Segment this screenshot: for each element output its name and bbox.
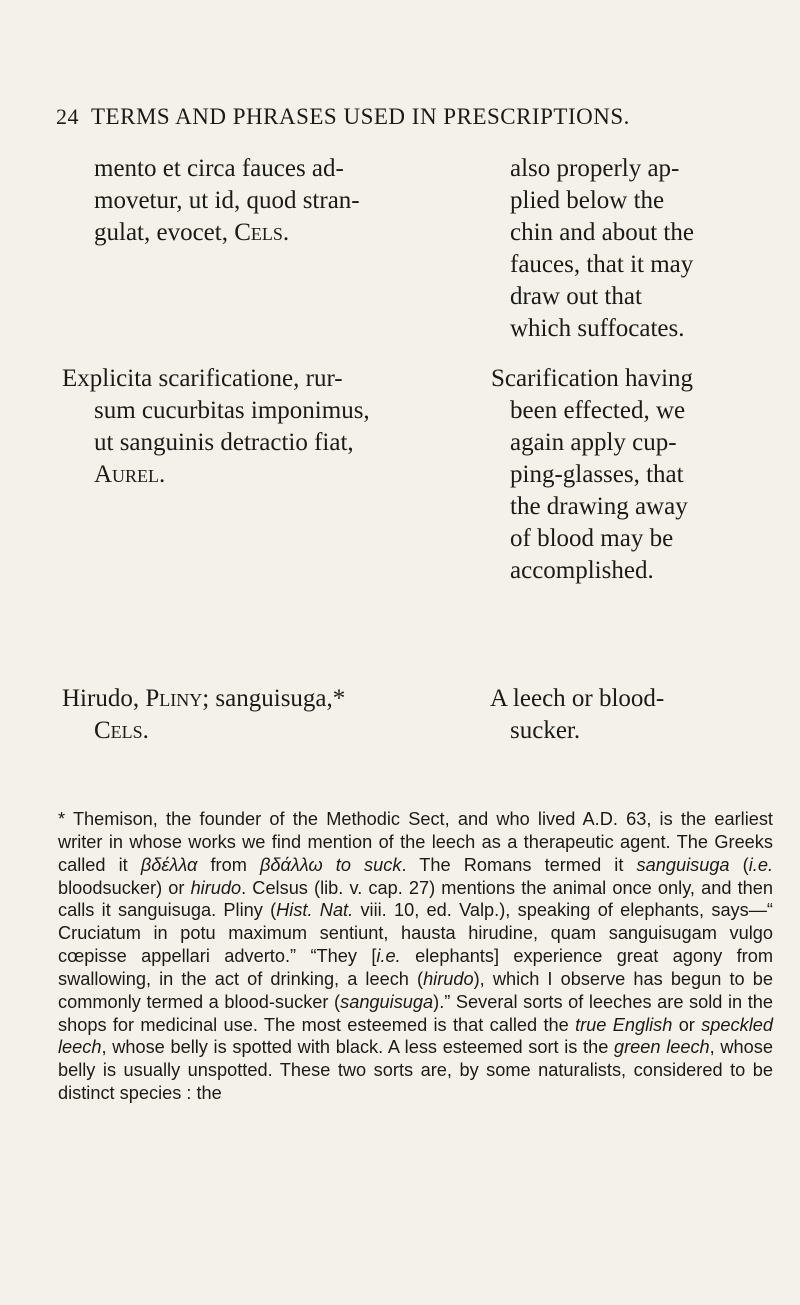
footnote-emphasis: sanguisuga xyxy=(340,991,434,1012)
footnote-text: ).” Several sorts of leeches are sold in the shops for medicinal use. The most esteemed is that called the xyxy=(58,991,773,1035)
footnote xyxy=(58,808,773,1105)
latin-headword: Hirudo, xyxy=(62,685,140,712)
latin-author: Aurel. xyxy=(94,461,166,488)
english-line: the drawing away xyxy=(510,493,688,520)
footnote-text: * Themison, the founder of the Methodic Sect, and who lived A.D. 63, is the earliest writer in whose works we find mention of the leech as a therapeutic agent. The Greeks called it xyxy=(58,809,773,875)
english-line: sucker. xyxy=(510,717,581,744)
entry-english-text xyxy=(491,363,768,587)
footnote-text: ( xyxy=(729,854,749,875)
footnote-emphasis: speckled leech xyxy=(58,1014,773,1058)
footnote-emphasis: i.e. xyxy=(748,854,773,875)
entry-latin-text xyxy=(94,153,472,249)
entry-english-text xyxy=(490,683,768,747)
english-line: Scarification having xyxy=(491,365,694,392)
footnote-emphasis: green leech xyxy=(614,1037,710,1058)
footnote-emphasis: true English xyxy=(575,1014,673,1035)
footnote-emphasis: i.e. xyxy=(376,946,401,967)
english-line: draw out that xyxy=(510,283,642,310)
footnote-text: . The Romans termed it xyxy=(401,854,637,875)
footnote-text: ), which I observe has begun to be commonly termed a blood-sucker ( xyxy=(58,968,773,1012)
footnote-text: viii. 10, ed. Valp.), speaking of elephants, says—“ Cruciatum in potu maximum sentiunt, hausta hirudine, quam sanguisugam vulgo cœpisse appellari adverto.” “They [ xyxy=(58,900,773,967)
latin-line: mento et circa fauces ad- xyxy=(94,155,344,182)
latin-text: ; sanguisuga,* xyxy=(202,685,346,712)
english-line: again apply cup- xyxy=(510,429,677,456)
entry-latin-text xyxy=(62,363,458,491)
footnote-greek: βδάλλω xyxy=(259,854,323,875)
latin-line: sum cucurbitas imponimus, xyxy=(94,397,370,424)
footnote-text: , whose belly is spotted with black. A less esteemed sort is the xyxy=(101,1037,614,1058)
footnote-emphasis: sanguisuga xyxy=(636,854,730,875)
footnote-emphasis: hirudo xyxy=(423,968,474,989)
page-header xyxy=(56,104,756,130)
entry-latin-text xyxy=(62,683,482,747)
page-number: 24 xyxy=(56,104,79,129)
english-line: chin and about the xyxy=(510,219,694,246)
latin-author: Pliny xyxy=(145,685,203,712)
latin-line: gulat, evocet, xyxy=(94,219,228,246)
english-line: of blood may be xyxy=(510,525,674,552)
footnote-greek: βδέλλα xyxy=(140,854,198,875)
latin-author: Cels. xyxy=(234,219,290,246)
english-line: A leech or blood- xyxy=(490,685,665,712)
english-line: which suffocates. xyxy=(510,315,685,342)
latin-line: movetur, ut id, quod stran- xyxy=(94,187,360,214)
english-line: ping-glasses, that xyxy=(510,461,684,488)
latin-author: Cels. xyxy=(94,717,149,744)
english-line: also properly ap- xyxy=(510,155,680,182)
entry-english-text xyxy=(510,153,768,345)
latin-line: Explicita scarificatione, rur- xyxy=(62,365,343,392)
english-line: plied below the xyxy=(510,187,665,214)
english-line: been effected, we xyxy=(510,397,686,424)
footnote-text: or xyxy=(672,1014,702,1035)
footnote-emphasis: hirudo xyxy=(190,877,242,898)
footnote-emphasis: to suck xyxy=(335,854,402,875)
footnote-text: bloodsucker) or xyxy=(58,877,191,898)
footnote-text: , whose belly is usually unspotted. These two sorts are, by some naturalists, considered to be distinct species : the xyxy=(58,1037,773,1104)
footnote-text: . Celsus (lib. v. cap. 27) mentions the animal once only, and then calls it sanguisuga. Pliny ( xyxy=(58,877,773,921)
footnote-text: from xyxy=(197,854,260,875)
english-line: accomplished. xyxy=(510,557,654,584)
english-line: fauces, that it may xyxy=(510,251,694,278)
running-title: TERMS AND PHRASES USED IN PRESCRIPTIONS. xyxy=(91,104,630,129)
footnote-text: elephants] experience great agony from swallowing, in the act of drinking, a leech ( xyxy=(58,946,773,989)
latin-line: ut sanguinis detractio fiat, xyxy=(94,429,354,456)
footnote-emphasis: Hist. Nat. xyxy=(276,900,354,921)
